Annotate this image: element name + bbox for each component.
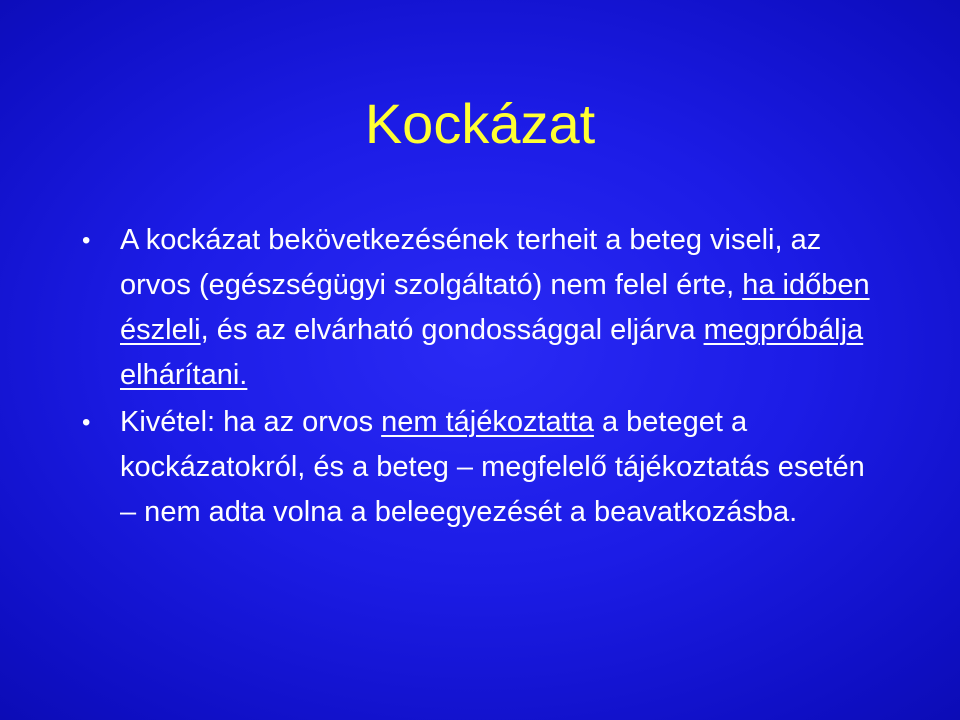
text-segment: A kockázat bekövetkezésének terheit a beteg viseli, az orvos (egészségügyi szolgáltató) nem felel érte,	[120, 224, 822, 301]
text-segment: a beteget a kockázatokról, és a beteg – megfelelő tájékoztatás esetén – nem adta volna a beleegyezését a beavatkozásba.	[120, 406, 865, 528]
bullet-dot-icon: •	[82, 227, 91, 254]
slide-title: Kockázat	[364, 92, 596, 155]
bullet-item	[82, 400, 882, 535]
bullet-list	[82, 218, 882, 537]
text-segment: Kivétel: ha az orvos	[120, 406, 382, 438]
bullet-item	[82, 218, 882, 398]
underlined-text: megpróbálja elhárítani.	[120, 314, 864, 391]
underlined-text: ha időben észleli	[120, 269, 870, 346]
bullet-dot-icon: •	[82, 409, 91, 436]
bullet-text	[120, 224, 870, 391]
underlined-text: nem tájékoztatta	[381, 406, 594, 438]
bullet-text	[120, 406, 865, 528]
text-segment: , és az elvárható gondossággal eljárva	[200, 314, 704, 346]
